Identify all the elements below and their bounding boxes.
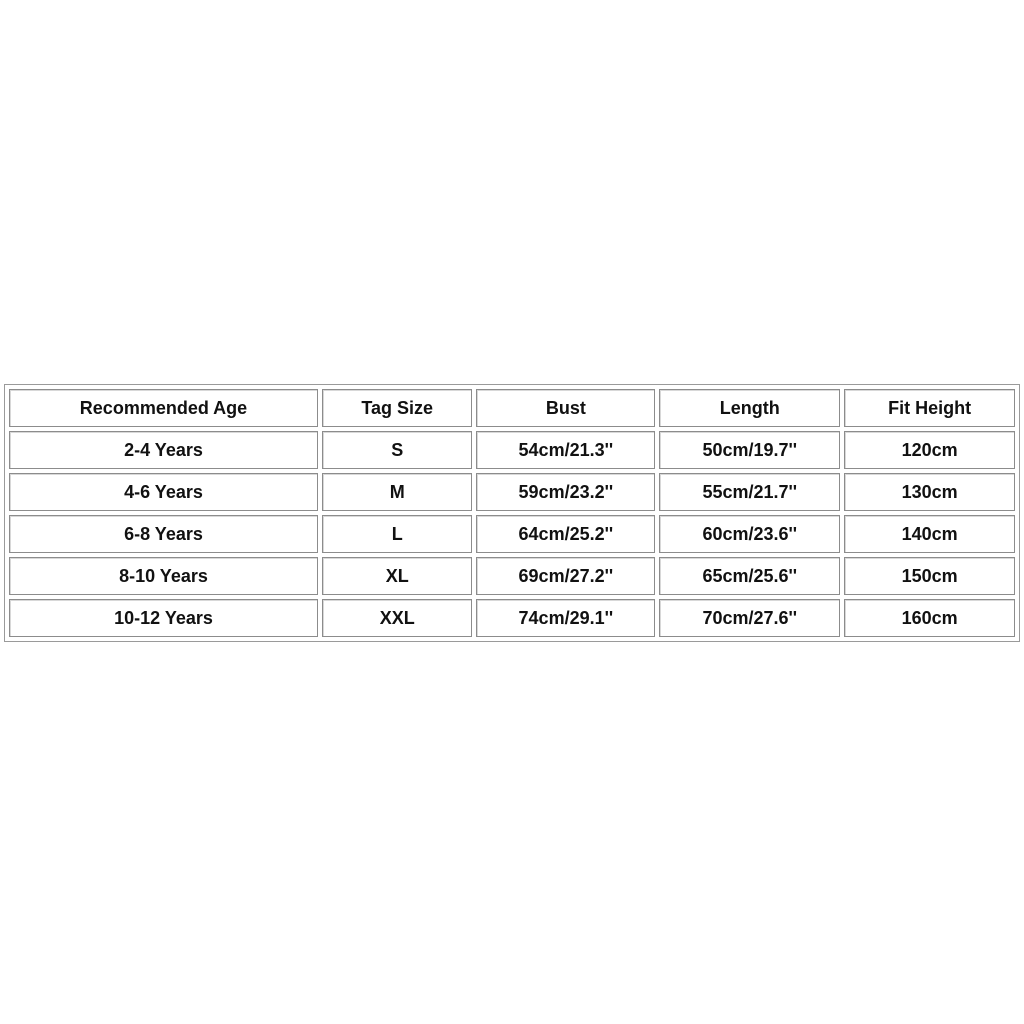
cell-length: 55cm/21.7'' <box>659 473 840 511</box>
cell-bust: 74cm/29.1'' <box>476 599 655 637</box>
cell-fit-height: 120cm <box>844 431 1015 469</box>
cell-bust: 59cm/23.2'' <box>476 473 655 511</box>
cell-fit-height: 140cm <box>844 515 1015 553</box>
header-bust: Bust <box>476 389 655 427</box>
cell-age: 2-4 Years <box>9 431 318 469</box>
header-recommended-age: Recommended Age <box>9 389 318 427</box>
cell-tag-size: S <box>322 431 472 469</box>
cell-length: 65cm/25.6'' <box>659 557 840 595</box>
cell-tag-size: XXL <box>322 599 472 637</box>
cell-fit-height: 130cm <box>844 473 1015 511</box>
cell-fit-height: 150cm <box>844 557 1015 595</box>
header-length: Length <box>659 389 840 427</box>
cell-length: 60cm/23.6'' <box>659 515 840 553</box>
table-row <box>9 557 1015 595</box>
cell-age: 10-12 Years <box>9 599 318 637</box>
table-row <box>9 515 1015 553</box>
cell-tag-size: L <box>322 515 472 553</box>
table-row <box>9 431 1015 469</box>
header-tag-size: Tag Size <box>322 389 472 427</box>
table-row <box>9 473 1015 511</box>
header-fit-height: Fit Height <box>844 389 1015 427</box>
header-row <box>9 389 1015 427</box>
cell-bust: 69cm/27.2'' <box>476 557 655 595</box>
cell-age: 6-8 Years <box>9 515 318 553</box>
cell-age: 8-10 Years <box>9 557 318 595</box>
table-row <box>9 599 1015 637</box>
cell-bust: 54cm/21.3'' <box>476 431 655 469</box>
cell-tag-size: XL <box>322 557 472 595</box>
cell-age: 4-6 Years <box>9 473 318 511</box>
cell-fit-height: 160cm <box>844 599 1015 637</box>
cell-length: 50cm/19.7'' <box>659 431 840 469</box>
cell-bust: 64cm/25.2'' <box>476 515 655 553</box>
cell-tag-size: M <box>322 473 472 511</box>
cell-length: 70cm/27.6'' <box>659 599 840 637</box>
size-chart-table <box>4 384 1020 642</box>
